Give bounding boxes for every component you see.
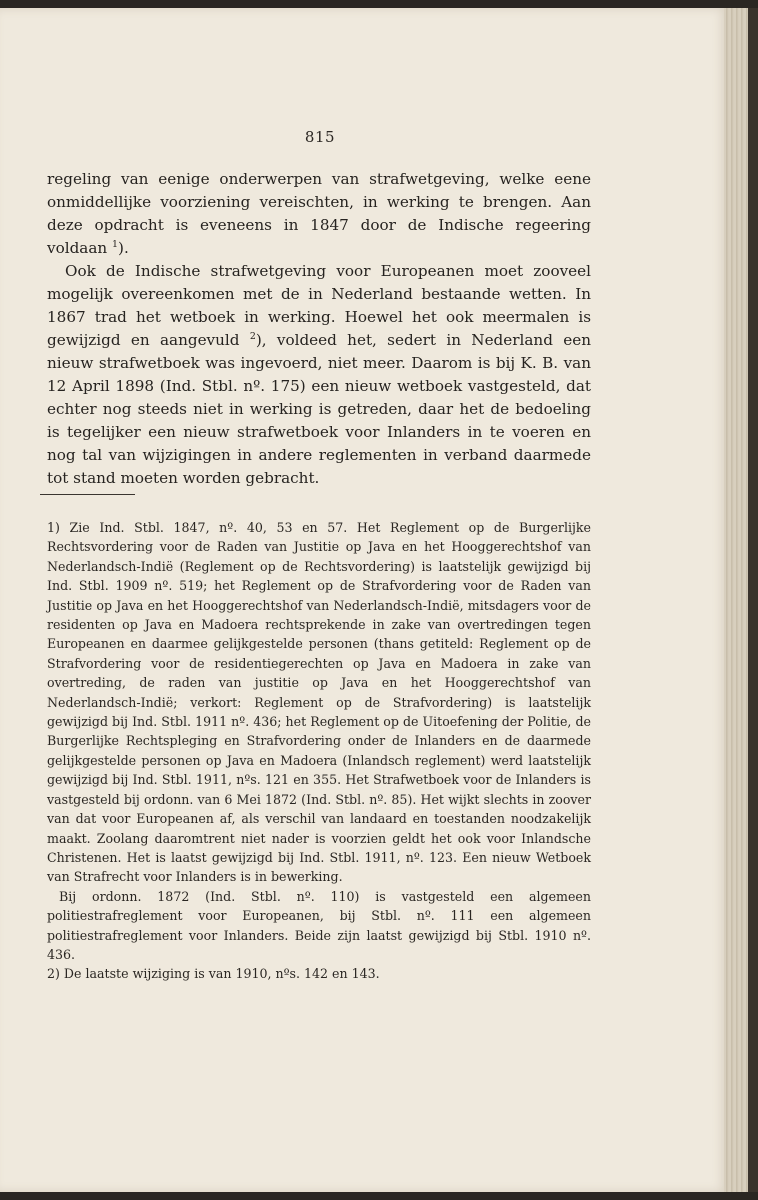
footnote-1-continued: Bij ordonn. 1872 (Ind. Stbl. nº. 110) is vastgesteld een algemeen politiestrafreglement voor Europeanen, bij Stbl. nº. 111 een algemeen politiestrafreglement voor Inlanders. Beide zijn laatst gewijzigd bij Stbl. 1910 nº. 436. bbox=[47, 888, 591, 962]
paragraph-1-text: regeling van eenige onderwerpen van strafwetgeving, welke eene onmiddellijke voorziening vereischten, in werking te brengen. Aan deze opdracht is eveneens in 1847 door de Indische regeering voldaan bbox=[47, 170, 591, 257]
footnote-separator bbox=[40, 494, 135, 495]
footnote-1: 1) Zie Ind. Stbl. 1847, nº. 40, 53 en 57. Het Reglement op de Burgerlijke Rechtsvordering voor de Raden van Justitie op Java en het Hooggerechtshof van Nederlandsch-Indië (Reglement op de Rechtsvordering) is laatstelijk gewijzigd bij Ind. Stbl. 1909 nº. 519; het Reglement op de Strafvordering voor de Raden van Justitie op Java en het Hooggerechtshof van Nederlandsch-Indië, mitsdagers voor de residenten op Java en Madoera rechtsprekende in zake van overtredingen tegen Europeanen en daarmee gelijkgestelde personen (thans getiteld: Reglement op de Strafvordering voor de residentiegerechten op Java en Madoera in zake van overtreding, de raden van justitie op Java en het Hooggerechtshof van Nederlandsch-Indië; verkort: Reglement op de Strafvordering) is laatstelijk gewijzigd bij Ind. Stbl. 1911 nº. 436; het Reglement op de Uitoefening der Politie, de Burgerlijke Rechtspleging en Strafvordering onder de Inlanders en de daarmede gelijkgestelde personen op Java en Madoera (Inlandsch reglement) werd laatstelijk gewijzigd bij Ind. Stbl. 1911, nºs. 121 en 355. Het Strafwetboek voor de Inlanders is vastgesteld bij ordonn. van 6 Mei 1872 (Ind. Stbl. nº. 85). Het wijkt slechts in zoover van dat voor Europeanen af, als verschil van landaard en toestanden noodzakelijk maakt. Zoolang daaromtrent niet nader is voorzien geldt het ook voor Inlandsche Christenen. Het is laatst gewijzigd bij Ind. Stbl. 1911, nº. 123. Een nieuw Wetboek van Strafrecht voor Inlanders is in bewerking. bbox=[47, 520, 591, 885]
footnotes bbox=[47, 518, 591, 984]
paragraph-1 bbox=[47, 168, 591, 260]
main-text bbox=[47, 168, 591, 490]
page-edges bbox=[724, 8, 750, 1192]
paragraph-2 bbox=[47, 260, 591, 490]
footnote-2: 2) De laatste wijziging is van 1910, nºs. 142 en 143. bbox=[47, 966, 380, 982]
paragraph-2-text-b: ), voldeed het, sedert in Nederland een nieuw strafwetboek was ingevoerd, niet meer. Daarom is bij K. B. van 12 April 1898 (Ind. Stbl. nº. 175) een nieuw wetboek vastgesteld, dat echter nog steeds niet in werking is getreden, daar het de bedoeling is tegelijker een nieuw strafwetboek voor Inlanders in te voeren en nog tal van wijzigingen in andere reglementen in verband daarmede tot stand moeten worden gebracht. bbox=[47, 331, 592, 487]
book-cover-edge bbox=[748, 8, 758, 1192]
paragraph-2-text-a: Ook de Indische strafwetgeving voor Europeanen moet zooveel mogelijk overeenkomen met de in Nederland bestaande wetten. In 1867 trad het wetboek in werking. Hoewel het ook meermalen is gewijzigd en aangevuld bbox=[47, 262, 591, 349]
paragraph-1-tail: ). bbox=[118, 239, 129, 257]
footnote-ref-1: 1 bbox=[112, 238, 119, 250]
page-number: 815 bbox=[304, 128, 336, 146]
footnote-ref-2: 2 bbox=[249, 330, 256, 342]
